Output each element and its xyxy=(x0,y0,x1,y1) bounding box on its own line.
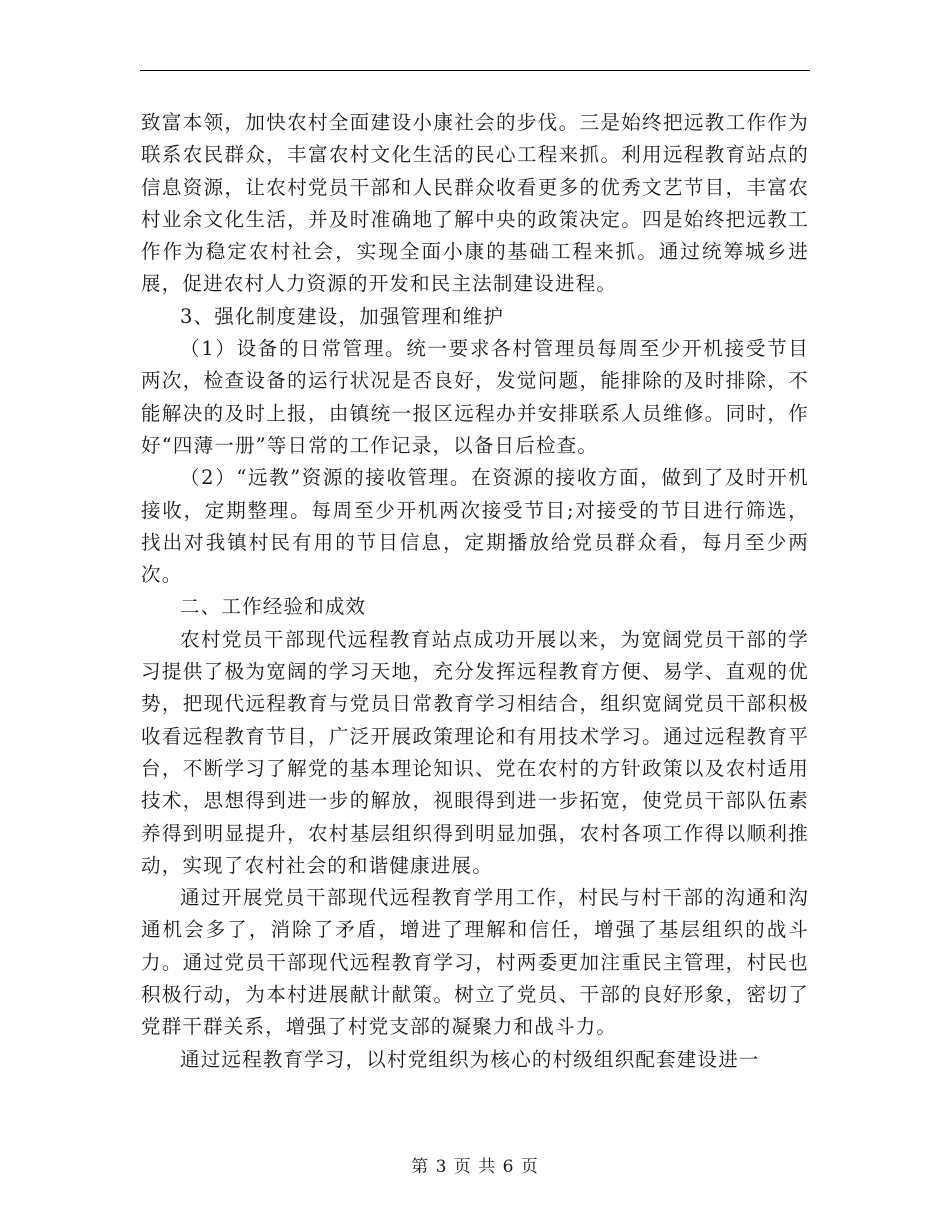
section-heading-2: 二、工作经验和成效 xyxy=(180,595,367,619)
paragraph-continued: 通过远程教育学习，以村党组织为核心的村级组织配套建设进一 xyxy=(180,1047,760,1071)
page-number: 第 3 页 共 6 页 xyxy=(411,1157,539,1177)
document-body xyxy=(141,107,809,1076)
paragraph-1: 致富本领，加快农村全面建设小康社会的步伐。三是始终把远教工作作为联系农民群众，丰富农村文化生活的民心工程来抓。利用远程教育站点的信息资源，让农村党员干部和人民群众收看更多的优秀文艺节目，丰富农村业余文化生活，并及时准确地了解中央的政策决定。四是始终把远教工作作为稳定农村社会，实现全面小康的基础工程来抓。通过统筹城乡进展，促进农村人力资源的开发和民主法制建设进程。 xyxy=(141,111,809,296)
paragraph-equipment-management: （1）设备的日常管理。统一要求各村管理员每周至少开机接受节目两次，检查设备的运行状况是否良好，发觉问题，能排除的及时排除，不能解决的及时上报，由镇统一报区远程办并安排联系人员维修。同时，作好“四薄一册”等日常的工作记录，以备日后检查。 xyxy=(141,337,809,457)
paragraph-experience: 农村党员干部现代远程教育站点成功开展以来，为宽阔党员干部的学习提供了极为宽阔的学习天地，充分发挥远程教育方便、易学、直观的优势，把现代远程教育与党员日常教育学习相结合，组织宽阔党员干部积极收看远程教育节目，广泛开展政策理论和有用技术学习。通过远程教育平台，不断学习了解党的基本理论知识、党在农村的方针政策以及农村适用技术，思想得到进一步的解放，视眼得到进一步拓宽，使党员干部队伍素养得到明显提升，农村基层组织得到明显加强，农村各项工作得以顺利推动，实现了农村社会的和谐健康进展。 xyxy=(141,627,809,877)
section-heading-3: 3、强化制度建设，加强管理和维护 xyxy=(180,304,505,328)
paragraph-resource-management: （2）“远教”资源的接收管理。在资源的接收方面，做到了及时开机接收，定期整理。每周至少开机两次接受节目;对接受的节目进行筛选，找出对我镇村民有用的节目信息，定期播放给党员群众看，每月至少两次。 xyxy=(141,466,809,587)
paragraph-results: 通过开展党员干部现代远程教育学用工作，村民与村干部的沟通和沟通机会多了，消除了矛盾，增进了理解和信任，增强了基层组织的战斗力。通过党员干部现代远程教育学习，村两委更加注重民主管理，村民也积极行动，为本村进展献计献策。树立了党员、干部的良好形象，密切了党群干群关系，增强了村党支部的凝聚力和战斗力。 xyxy=(141,886,809,1039)
header-rule xyxy=(140,70,810,71)
